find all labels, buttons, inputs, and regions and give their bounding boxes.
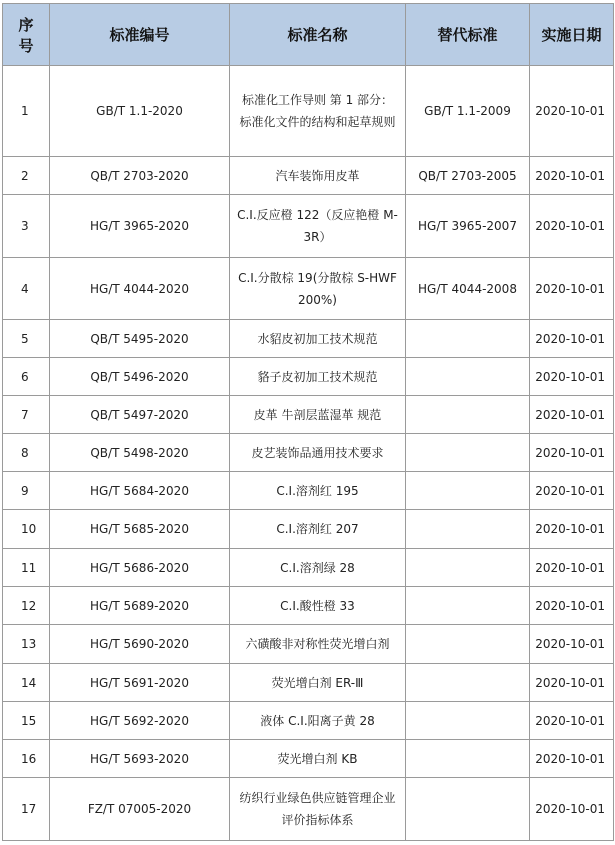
row-name: 荧光增白剂 ER-Ⅲ [230,664,406,702]
row-seq: 9 [3,472,50,510]
row-code: FZ/T 07005-2020 [50,778,230,841]
table-row [3,396,614,434]
row-date: 2020-10-01 [530,587,614,625]
row-code: HG/T 5693-2020 [50,740,230,778]
row-replace [406,358,530,396]
row-replace [406,320,530,358]
row-name: 荧光增白剂 KB [230,740,406,778]
row-code: HG/T 5690-2020 [50,625,230,664]
table-row [3,66,614,157]
row-replace: QB/T 2703-2005 [406,157,530,195]
row-seq: 1 [3,66,50,157]
row-seq: 14 [3,664,50,702]
row-replace [406,472,530,510]
row-code: QB/T 5496-2020 [50,358,230,396]
row-date: 2020-10-01 [530,625,614,664]
table-row [3,549,614,587]
row-seq: 4 [3,258,50,320]
row-code: HG/T 5692-2020 [50,702,230,740]
table-row [3,358,614,396]
table-row [3,702,614,740]
row-replace [406,740,530,778]
row-code: HG/T 5684-2020 [50,472,230,510]
row-seq: 16 [3,740,50,778]
table-row [3,258,614,320]
row-replace [406,778,530,841]
row-code: HG/T 5685-2020 [50,510,230,549]
row-name: C.I.反应橙 122（反应艳橙 M-3R） [230,195,406,258]
table-row [3,195,614,258]
row-name: 皮革 牛剖层蓝湿革 规范 [230,396,406,434]
table-row [3,434,614,472]
row-date: 2020-10-01 [530,510,614,549]
row-replace [406,664,530,702]
row-name: 皮艺装饰品通用技术要求 [230,434,406,472]
row-code: QB/T 2703-2020 [50,157,230,195]
row-seq: 5 [3,320,50,358]
row-replace [406,510,530,549]
header-code: 标准编号 [50,4,230,66]
row-seq: 8 [3,434,50,472]
row-date: 2020-10-01 [530,157,614,195]
header-seq: 序号 [3,4,50,66]
row-replace [406,702,530,740]
row-seq: 7 [3,396,50,434]
row-date: 2020-10-01 [530,358,614,396]
row-date: 2020-10-01 [530,740,614,778]
header-row [3,4,614,66]
row-replace [406,587,530,625]
row-name: 标准化工作导则 第 1 部分：标准化文件的结构和起草规则 [230,66,406,157]
table-row [3,472,614,510]
header-replace: 替代标准 [406,4,530,66]
row-name: 液体 C.I.阳离子黄 28 [230,702,406,740]
standards-table [2,3,614,841]
row-date: 2020-10-01 [530,664,614,702]
row-code: HG/T 5686-2020 [50,549,230,587]
table-row [3,625,614,664]
row-seq: 10 [3,510,50,549]
row-name: C.I.溶剂红 207 [230,510,406,549]
row-code: GB/T 1.1-2020 [50,66,230,157]
row-replace: HG/T 3965-2007 [406,195,530,258]
row-seq: 11 [3,549,50,587]
row-code: HG/T 3965-2020 [50,195,230,258]
header-date: 实施日期 [530,4,614,66]
row-replace: GB/T 1.1-2009 [406,66,530,157]
table-row [3,664,614,702]
row-code: QB/T 5497-2020 [50,396,230,434]
row-seq: 3 [3,195,50,258]
row-name: 纺织行业绿色供应链管理企业评价指标体系 [230,778,406,841]
row-replace [406,396,530,434]
row-date: 2020-10-01 [530,258,614,320]
row-seq: 12 [3,587,50,625]
table-row [3,157,614,195]
row-name: C.I.分散棕 19(分散棕 S-HWF 200%) [230,258,406,320]
row-seq: 17 [3,778,50,841]
table-row [3,587,614,625]
table-row [3,320,614,358]
row-replace [406,625,530,664]
row-date: 2020-10-01 [530,702,614,740]
row-seq: 2 [3,157,50,195]
row-date: 2020-10-01 [530,778,614,841]
row-replace [406,434,530,472]
row-name: 貉子皮初加工技术规范 [230,358,406,396]
row-date: 2020-10-01 [530,66,614,157]
row-code: QB/T 5495-2020 [50,320,230,358]
row-date: 2020-10-01 [530,549,614,587]
row-name: C.I.溶剂绿 28 [230,549,406,587]
row-replace: HG/T 4044-2008 [406,258,530,320]
row-name: C.I.溶剂红 195 [230,472,406,510]
row-seq: 13 [3,625,50,664]
row-date: 2020-10-01 [530,195,614,258]
row-name: 六磺酸非对称性荧光增白剂 [230,625,406,664]
row-date: 2020-10-01 [530,320,614,358]
row-date: 2020-10-01 [530,396,614,434]
row-seq: 6 [3,358,50,396]
row-date: 2020-10-01 [530,434,614,472]
row-replace [406,549,530,587]
table-row [3,740,614,778]
row-code: HG/T 5691-2020 [50,664,230,702]
row-seq: 15 [3,702,50,740]
table-row [3,778,614,841]
row-name: C.I.酸性橙 33 [230,587,406,625]
row-code: HG/T 4044-2020 [50,258,230,320]
row-code: QB/T 5498-2020 [50,434,230,472]
table-row [3,510,614,549]
header-name: 标准名称 [230,4,406,66]
row-name: 汽车装饰用皮革 [230,157,406,195]
row-code: HG/T 5689-2020 [50,587,230,625]
row-name: 水貂皮初加工技术规范 [230,320,406,358]
row-date: 2020-10-01 [530,472,614,510]
